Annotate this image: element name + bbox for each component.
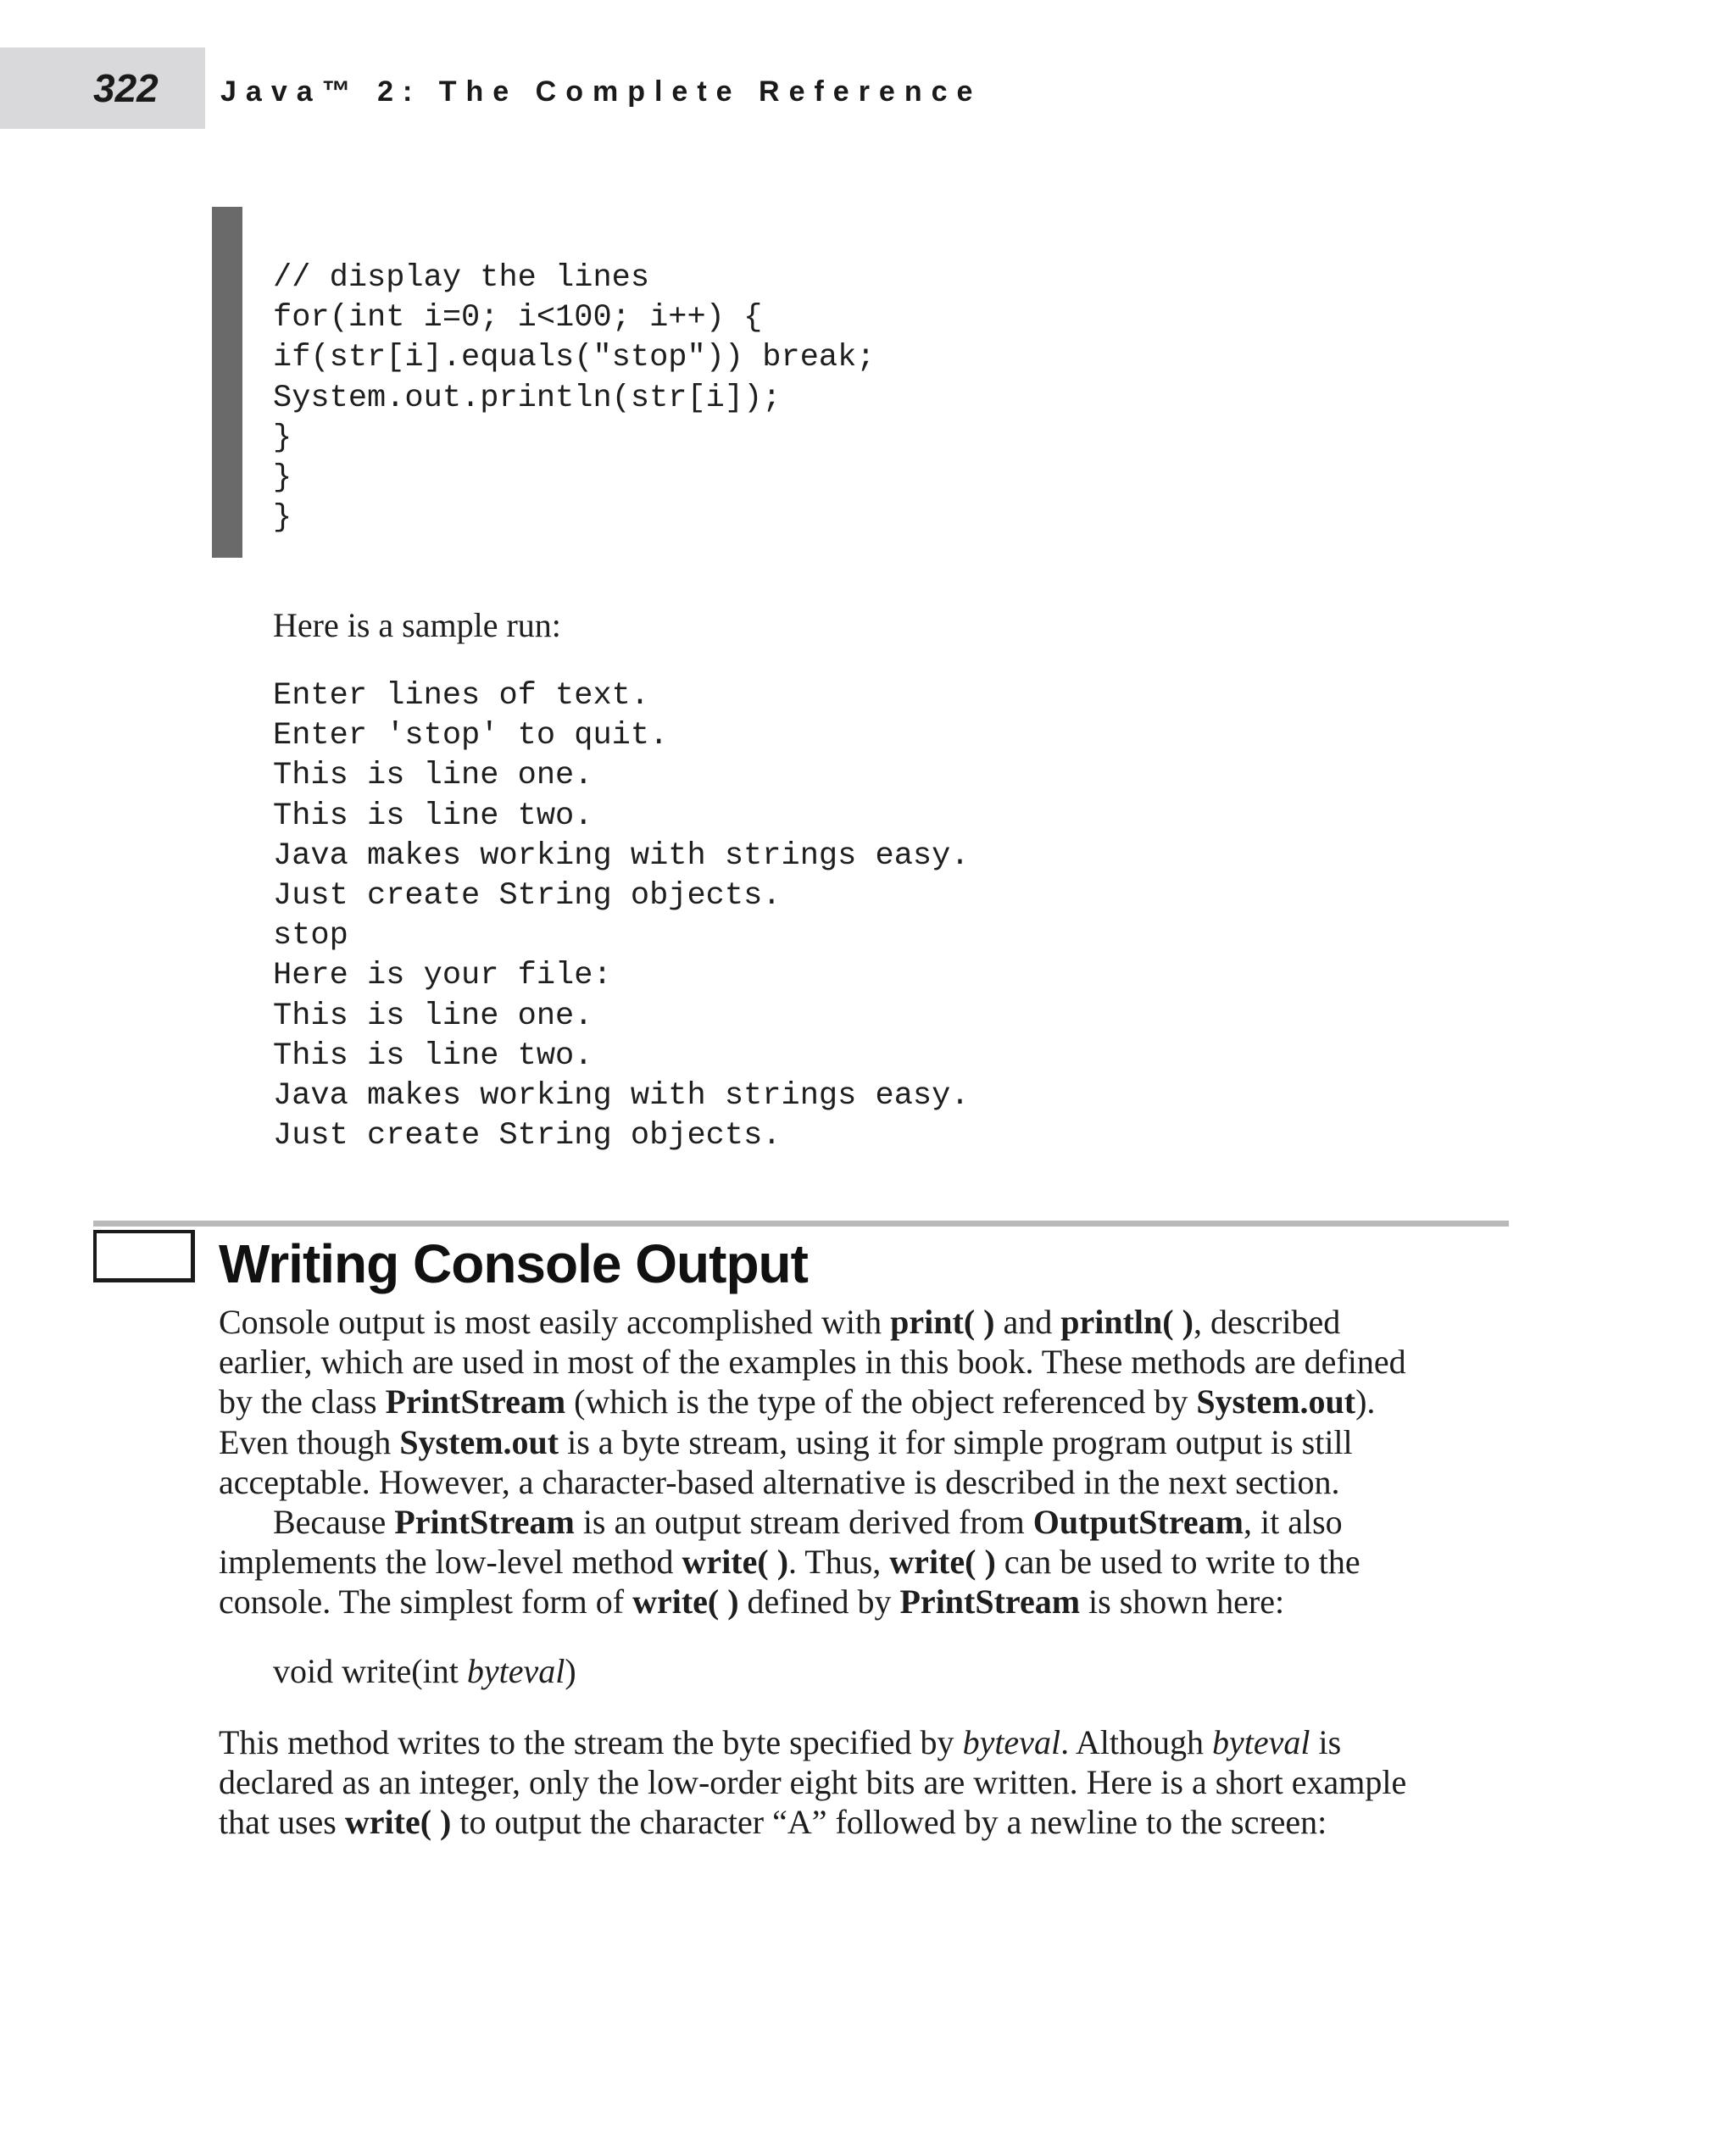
section-heading: Writing Console Output xyxy=(219,1233,808,1294)
output-line: Here is your file: xyxy=(273,958,612,994)
code-line: for(int i=0; i<100; i++) { xyxy=(273,300,763,337)
code-line: System.out.println(str[i]); xyxy=(273,380,782,416)
code-line: } xyxy=(273,420,292,456)
output-line: Java makes working with strings easy. xyxy=(273,837,970,874)
code-listing xyxy=(273,259,876,538)
code-line: } xyxy=(273,500,292,537)
code-line: if(str[i].equals("stop")) break; xyxy=(273,340,876,376)
output-line: Enter 'stop' to quit. xyxy=(273,718,669,754)
output-line: Just create String objects. xyxy=(273,1118,782,1154)
section-rule xyxy=(93,1221,1509,1227)
section-marker xyxy=(93,1230,195,1282)
code-line: } xyxy=(273,460,292,497)
output-line: This is line two. xyxy=(273,1037,593,1074)
write-syntax: void write(int byteval) xyxy=(273,1652,576,1690)
paragraph-console-output: Console output is most easily accomplished with print( ) and println( ), described earlier, which are used in most of the examples in this book. These methods are defined by the class PrintStream (which is the type of the object referenced by System.out). Even though System.out is a byte stream, using it for simple program output is still acceptable. However, a character-based alternative is described in the next section. xyxy=(219,1303,1406,1501)
paragraph-printstream: Because PrintStream is an output stream derived from OutputStream, it also implements the low-level method write( ). Thus, write( ) can be used to write to the console. The simplest form of write( ) defined by PrintStream is shown here: xyxy=(219,1503,1360,1621)
output-line: stop xyxy=(273,918,348,954)
output-line: This is line one. xyxy=(273,998,593,1034)
code-listing-bar xyxy=(212,207,242,558)
running-head: Java™ 2: The Complete Reference xyxy=(220,75,982,108)
output-line: Java makes working with strings easy. xyxy=(273,1078,970,1115)
output-line: This is line two. xyxy=(273,798,593,834)
paragraph-write-method: This method writes to the stream the byte specified by byteval. Although byteval is declared as an integer, only the low-order eight bits are written. Here is a short example that uses write( ) to output the character “A” followed by a newline to the screen: xyxy=(219,1723,1407,1842)
page-number: 322 xyxy=(93,66,159,110)
output-line: This is line one. xyxy=(273,758,593,794)
sample-run-intro: Here is a sample run: xyxy=(273,606,561,644)
output-line: Just create String objects. xyxy=(273,878,782,915)
sample-run-output xyxy=(273,676,970,1156)
output-line: Enter lines of text. xyxy=(273,678,650,714)
code-line: // display the lines xyxy=(273,260,650,296)
